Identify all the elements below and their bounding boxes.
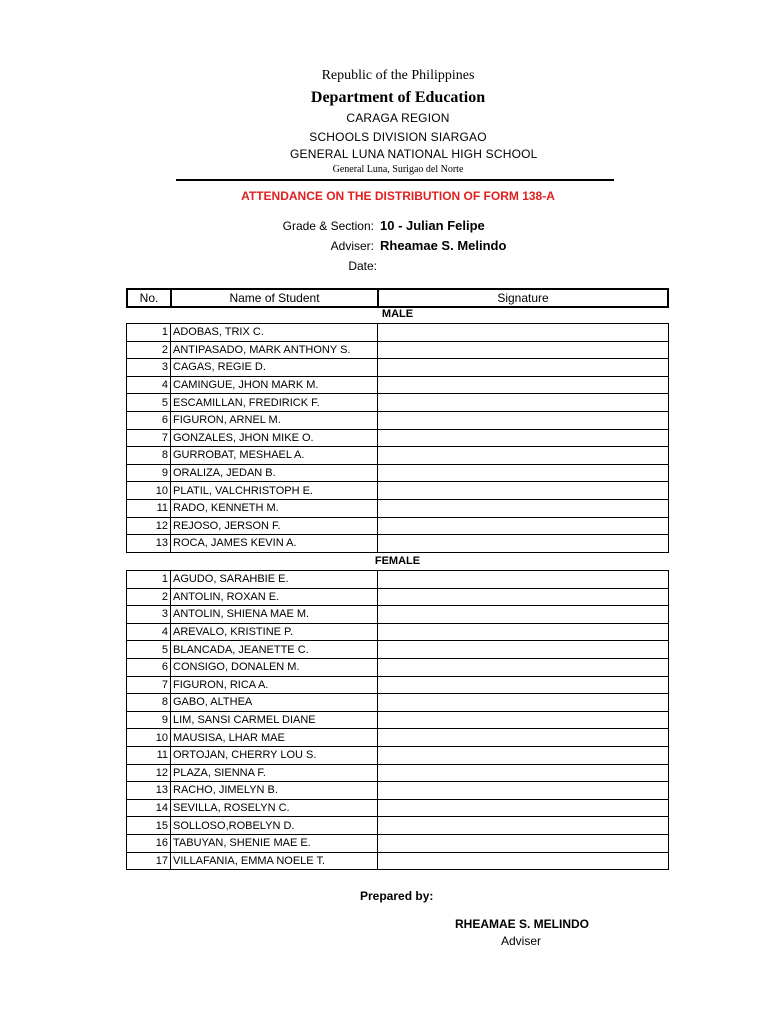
table-row	[127, 394, 669, 412]
signature-cell[interactable]	[378, 694, 669, 712]
row-number: 10	[127, 482, 171, 500]
signature-cell[interactable]	[378, 799, 669, 817]
table-row	[127, 799, 669, 817]
student-name: LIM, SANSI CARMEL DIANE	[171, 711, 378, 729]
adviser-value: Rheamae S. Melindo	[380, 238, 507, 253]
row-number: 6	[127, 411, 171, 429]
student-name: ANTOLIN, ROXAN E.	[171, 588, 378, 606]
column-header-no: No.	[127, 289, 171, 307]
signature-cell[interactable]	[378, 517, 669, 535]
signature-cell[interactable]	[378, 482, 669, 500]
student-name: CAGAS, REGIE D.	[171, 359, 378, 377]
signature-cell[interactable]	[378, 464, 669, 482]
table-row	[127, 641, 669, 659]
document-title: ATTENDANCE ON THE DISTRIBUTION OF FORM 138-A	[241, 189, 555, 203]
male-section-label: MALE	[381, 308, 414, 320]
row-number: 5	[127, 394, 171, 412]
row-number: 9	[127, 711, 171, 729]
row-number: 1	[127, 324, 171, 342]
row-number: 3	[127, 606, 171, 624]
column-header-signature: Signature	[378, 289, 668, 307]
table-row	[127, 817, 669, 835]
table-row	[127, 359, 669, 377]
student-name: GONZALES, JHON MIKE O.	[171, 429, 378, 447]
table-row	[127, 464, 669, 482]
table-row	[127, 694, 669, 712]
row-number: 8	[127, 694, 171, 712]
signatory-role: Adviser	[501, 934, 542, 948]
row-number: 7	[127, 429, 171, 447]
student-name: GABO, ALTHEA	[171, 694, 378, 712]
signature-cell[interactable]	[378, 447, 669, 465]
table-row	[127, 571, 669, 589]
table-row	[127, 376, 669, 394]
table-row	[127, 324, 669, 342]
row-number: 4	[127, 623, 171, 641]
table-row	[127, 447, 669, 465]
table-row	[127, 711, 669, 729]
student-name: REJOSO, JERSON F.	[171, 517, 378, 535]
student-name: MAUSISA, LHAR MAE	[171, 729, 378, 747]
signature-cell[interactable]	[378, 641, 669, 659]
table-row	[127, 535, 669, 553]
column-header-name: Name of Student	[171, 289, 378, 307]
signature-cell[interactable]	[378, 782, 669, 800]
student-name: TABUYAN, SHENIE MAE E.	[171, 834, 378, 852]
date-label: Date:	[348, 259, 377, 273]
student-name: RADO, KENNETH M.	[171, 499, 378, 517]
signature-cell[interactable]	[378, 499, 669, 517]
student-name: GURROBAT, MESHAEL A.	[171, 447, 378, 465]
row-number: 2	[127, 588, 171, 606]
table-row	[127, 658, 669, 676]
table-row	[127, 499, 669, 517]
student-name: RACHO, JIMELYN B.	[171, 782, 378, 800]
table-row	[127, 764, 669, 782]
signature-cell[interactable]	[378, 623, 669, 641]
signature-cell[interactable]	[378, 588, 669, 606]
signature-cell[interactable]	[378, 359, 669, 377]
row-number: 6	[127, 658, 171, 676]
row-number: 13	[127, 535, 171, 553]
row-number: 7	[127, 676, 171, 694]
signature-cell[interactable]	[378, 411, 669, 429]
table-row	[127, 834, 669, 852]
table-row	[127, 623, 669, 641]
student-name: ORALIZA, JEDAN B.	[171, 464, 378, 482]
region-heading: CARAGA REGION	[346, 111, 450, 125]
signature-cell[interactable]	[378, 341, 669, 359]
row-number: 8	[127, 447, 171, 465]
table-row	[127, 676, 669, 694]
table-row	[127, 782, 669, 800]
prepared-by-label: Prepared by:	[360, 889, 434, 903]
signature-cell[interactable]	[378, 764, 669, 782]
signature-cell[interactable]	[378, 324, 669, 342]
table-row	[127, 588, 669, 606]
row-number: 9	[127, 464, 171, 482]
signature-cell[interactable]	[378, 852, 669, 870]
student-name: PLAZA, SIENNA F.	[171, 764, 378, 782]
attendance-table-header	[126, 288, 669, 308]
row-number: 16	[127, 834, 171, 852]
table-row	[127, 482, 669, 500]
signature-cell[interactable]	[378, 658, 669, 676]
table-row	[127, 341, 669, 359]
adviser-label: Adviser:	[330, 239, 374, 253]
signature-cell[interactable]	[378, 676, 669, 694]
student-name: PLATIL, VALCHRISTOPH E.	[171, 482, 378, 500]
student-name: ADOBAS, TRIX C.	[171, 324, 378, 342]
row-number: 15	[127, 817, 171, 835]
republic-heading: Republic of the Philippines	[321, 68, 475, 83]
school-heading: GENERAL LUNA NATIONAL HIGH SCHOOL	[290, 147, 538, 161]
signature-cell[interactable]	[378, 535, 669, 553]
signature-cell[interactable]	[378, 746, 669, 764]
school-address: General Luna, Surigao del Norte	[332, 164, 464, 175]
table-row	[127, 729, 669, 747]
table-row	[127, 429, 669, 447]
student-name: ANTOLIN, SHIENA MAE M.	[171, 606, 378, 624]
signature-cell[interactable]	[378, 394, 669, 412]
signature-cell[interactable]	[378, 834, 669, 852]
row-number: 13	[127, 782, 171, 800]
row-number: 12	[127, 764, 171, 782]
table-row	[127, 517, 669, 535]
row-number: 17	[127, 852, 171, 870]
signature-cell[interactable]	[378, 711, 669, 729]
signature-cell[interactable]	[378, 429, 669, 447]
female-section-label: FEMALE	[374, 555, 421, 567]
row-number: 11	[127, 499, 171, 517]
row-number: 2	[127, 341, 171, 359]
student-name: SOLLOSO,ROBELYN D.	[171, 817, 378, 835]
row-number: 12	[127, 517, 171, 535]
female-attendance-table	[126, 570, 669, 870]
row-number: 3	[127, 359, 171, 377]
division-heading: SCHOOLS DIVISION SIARGAO	[309, 130, 487, 144]
row-number: 5	[127, 641, 171, 659]
table-row	[127, 746, 669, 764]
signature-cell[interactable]	[378, 571, 669, 589]
male-attendance-table	[126, 323, 669, 553]
header-divider	[176, 179, 614, 181]
student-name: ESCAMILLAN, FREDIRICK F.	[171, 394, 378, 412]
signature-cell[interactable]	[378, 729, 669, 747]
student-name: ROCA, JAMES KEVIN A.	[171, 535, 378, 553]
table-row	[127, 852, 669, 870]
row-number: 11	[127, 746, 171, 764]
student-name: CAMINGUE, JHON MARK M.	[171, 376, 378, 394]
signature-cell[interactable]	[378, 606, 669, 624]
table-row	[127, 606, 669, 624]
row-number: 14	[127, 799, 171, 817]
student-name: SEVILLA, ROSELYN C.	[171, 799, 378, 817]
student-name: BLANCADA, JEANETTE C.	[171, 641, 378, 659]
signatory-name: RHEAMAE S. MELINDO	[455, 917, 590, 931]
student-name: VILLAFANIA, EMMA NOELE T.	[171, 852, 378, 870]
row-number: 1	[127, 571, 171, 589]
student-name: CONSIGO, DONALEN M.	[171, 658, 378, 676]
student-name: ANTIPASADO, MARK ANTHONY S.	[171, 341, 378, 359]
row-number: 4	[127, 376, 171, 394]
grade-section-label: Grade & Section:	[282, 219, 374, 233]
signature-cell[interactable]	[378, 817, 669, 835]
table-row	[127, 411, 669, 429]
row-number: 10	[127, 729, 171, 747]
student-name: ORTOJAN, CHERRY LOU S.	[171, 746, 378, 764]
student-name: FIGURON, ARNEL M.	[171, 411, 378, 429]
signature-cell[interactable]	[378, 376, 669, 394]
student-name: FIGURON, RICA A.	[171, 676, 378, 694]
department-heading: Department of Education	[310, 89, 486, 106]
grade-section-value: 10 - Julian Felipe	[380, 218, 485, 233]
student-name: AREVALO, KRISTINE P.	[171, 623, 378, 641]
student-name: AGUDO, SARAHBIE E.	[171, 571, 378, 589]
